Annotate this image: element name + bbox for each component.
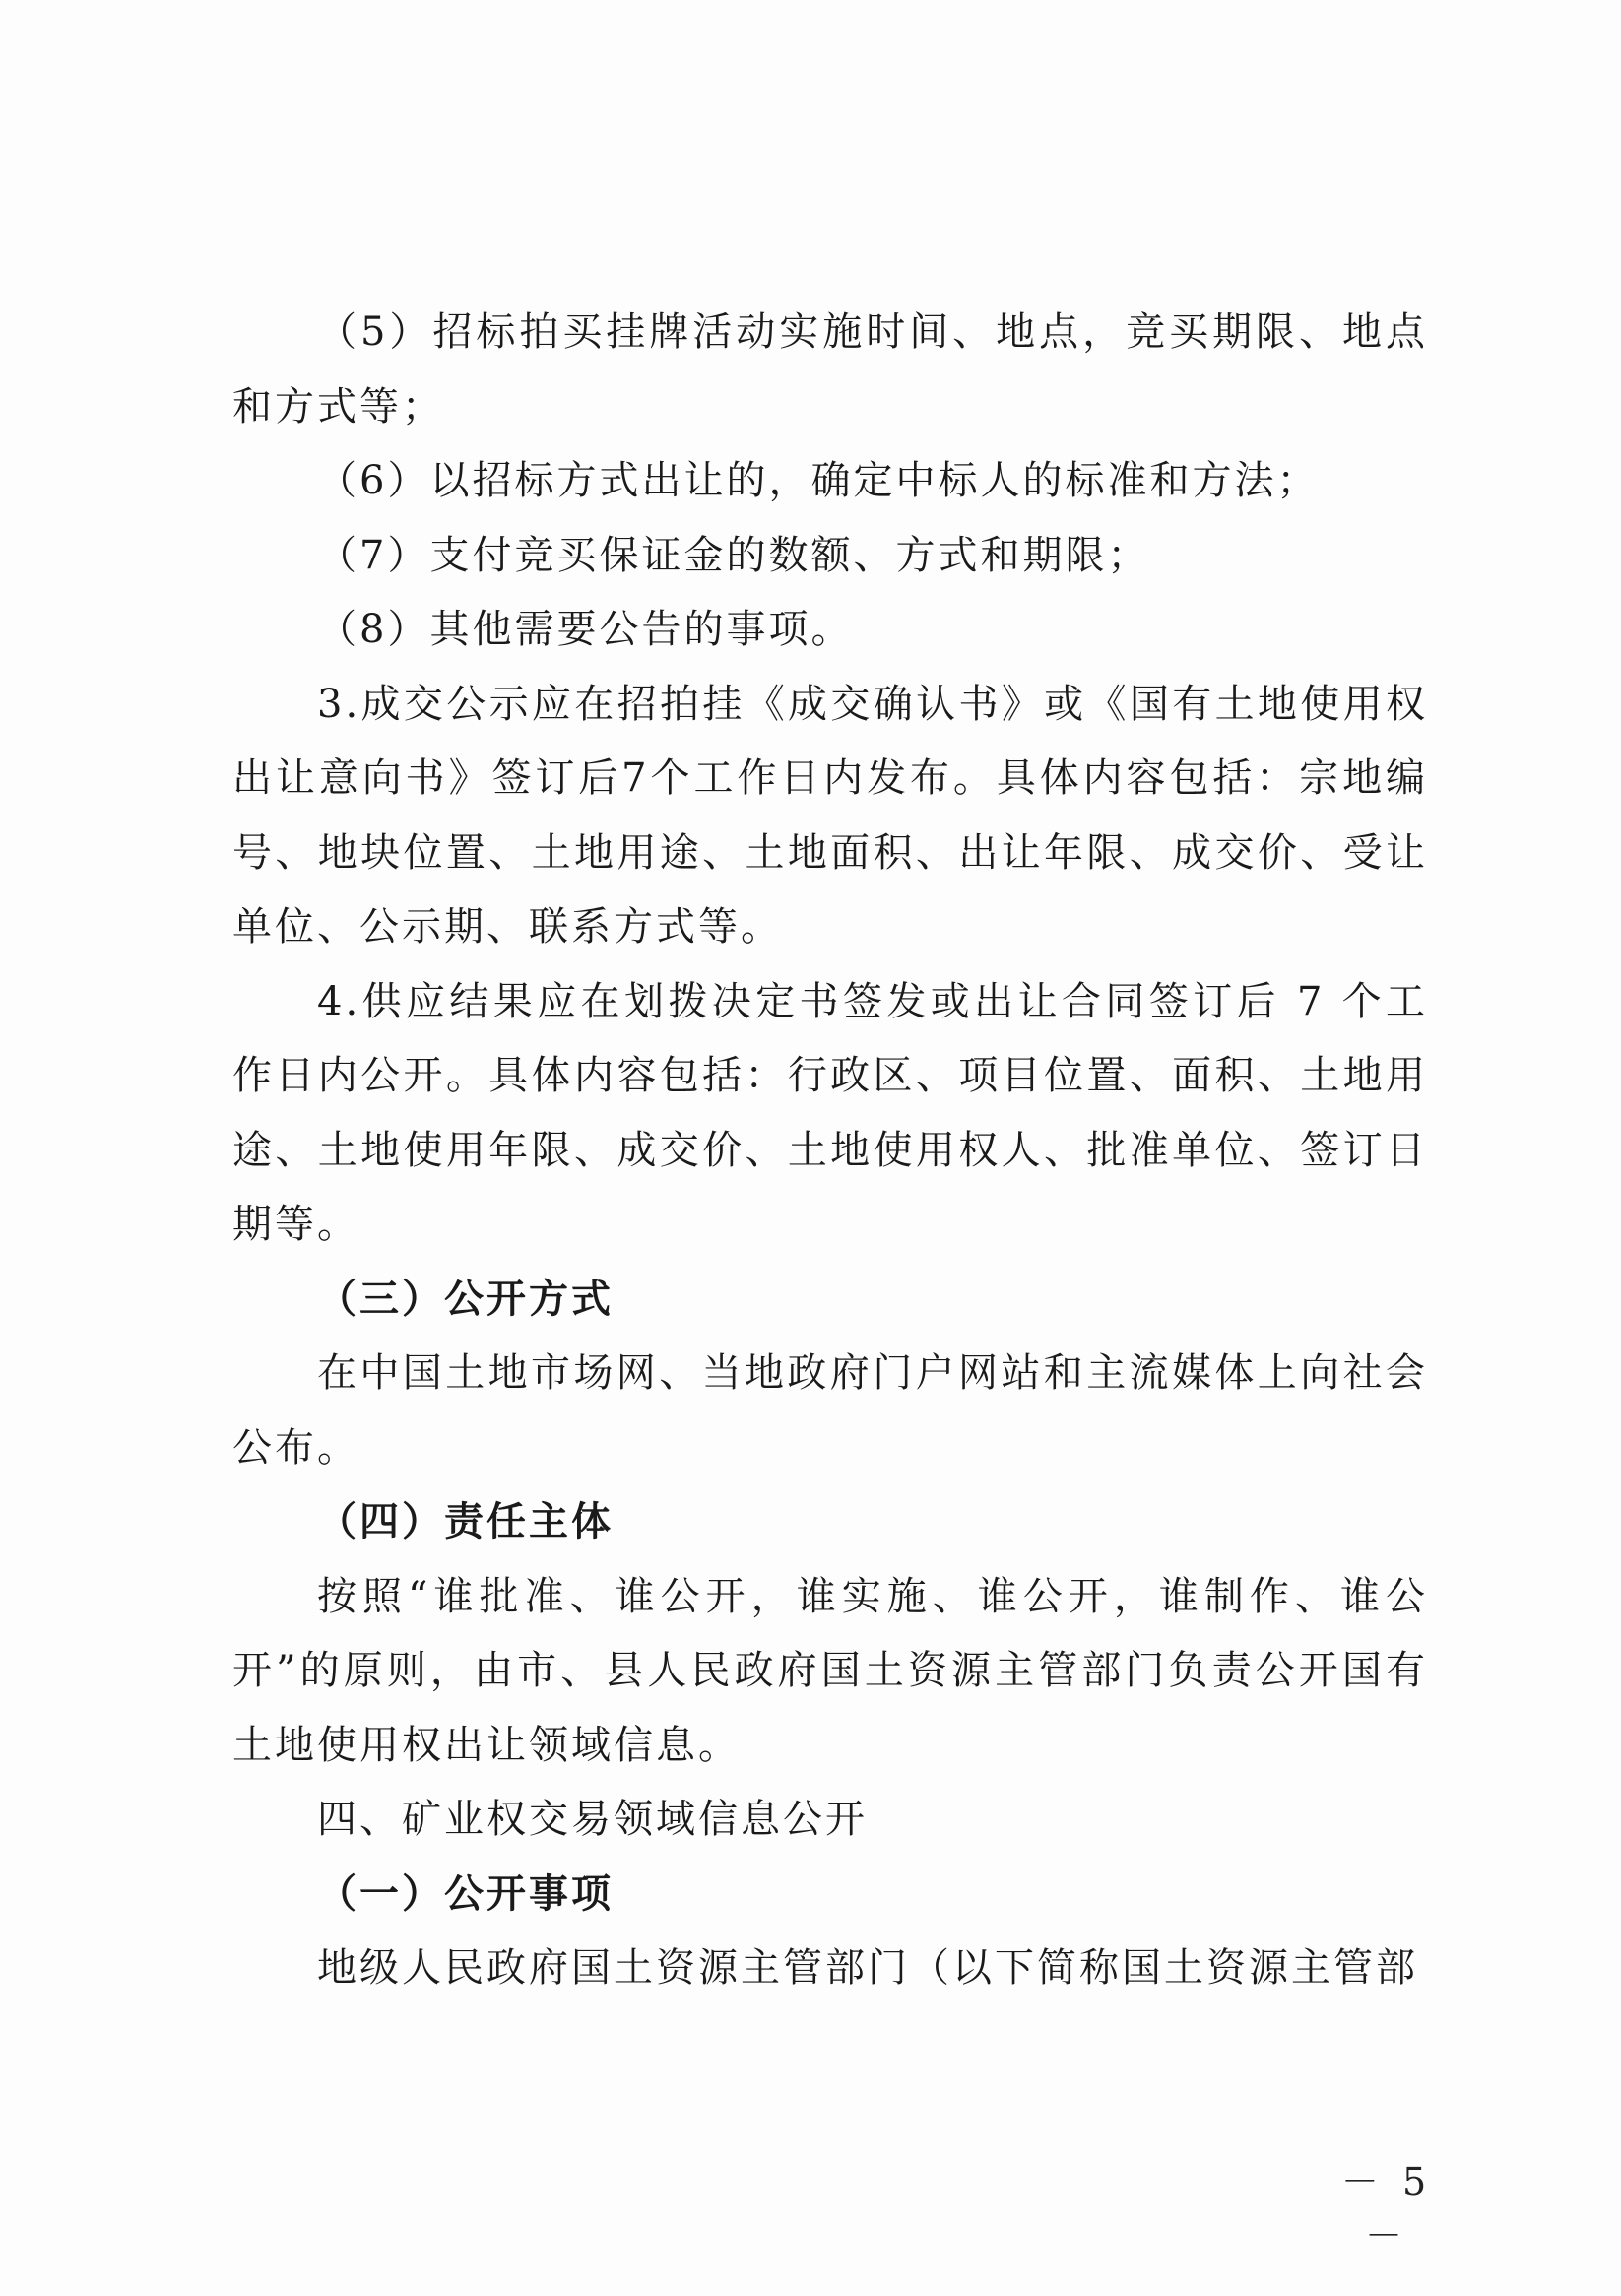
chapter-heading-mining-rights: 四、矿业权交易领域信息公开 — [317, 1797, 868, 1842]
paragraph-item-8: （8）其他需要公告的事项。 — [317, 607, 854, 652]
section-heading-disclosure-method: （三）公开方式 — [317, 1276, 614, 1322]
paragraph-transaction-publicity: 3.成交公示应在招拍挂《成交确认书》或《国有土地使用权出让意向书》签订后7个工作日内发布。具体内容包括：宗地编号、地块位置、土地用途、土地面积、出让年限、成交价、受让单位、公示期、联系方式等。 — [232, 681, 1428, 950]
paragraph-responsible-party: 按照“谁批准、谁公开，谁实施、谁公开，谁制作、谁公开”的原则，由市、县人民政府国土资源主管部门负责公开国有土地使用权出让领域信息。 — [232, 1573, 1428, 1768]
section-heading-disclosure-items: （一）公开事项 — [317, 1870, 614, 1917]
paragraph-disclosure-method: 在中国土地市场网、当地政府门户网站和主流媒体上向社会公布。 — [232, 1350, 1428, 1471]
paragraph-supply-result: 4.供应结果应在划拨决定书签发或出让合同签订后 7 个工作日内公开。具体内容包括：行政区、项目位置、面积、土地用途、土地使用年限、成交价、土地使用权人、批准单位、签订日期等。 — [232, 978, 1428, 1247]
section-heading-responsible-party: （四）责任主体 — [317, 1499, 614, 1544]
paragraph-disclosure-items: 地级人民政府国土资源主管部门（以下简称国土资源主管部 — [317, 1945, 1418, 1991]
page-number: － 5 － — [1340, 2160, 1433, 2258]
paragraph-item-6: （6）以招标方式出让的，确定中标人的标准和方法； — [317, 458, 1320, 503]
paragraph-item-7: （7）支付竞买保证金的数额、方式和期限； — [317, 532, 1150, 578]
document-body — [232, 295, 1428, 2006]
paragraph-item-5: （5）招标拍买挂牌活动实施时间、地点，竞买期限、地点和方式等； — [232, 309, 1428, 429]
